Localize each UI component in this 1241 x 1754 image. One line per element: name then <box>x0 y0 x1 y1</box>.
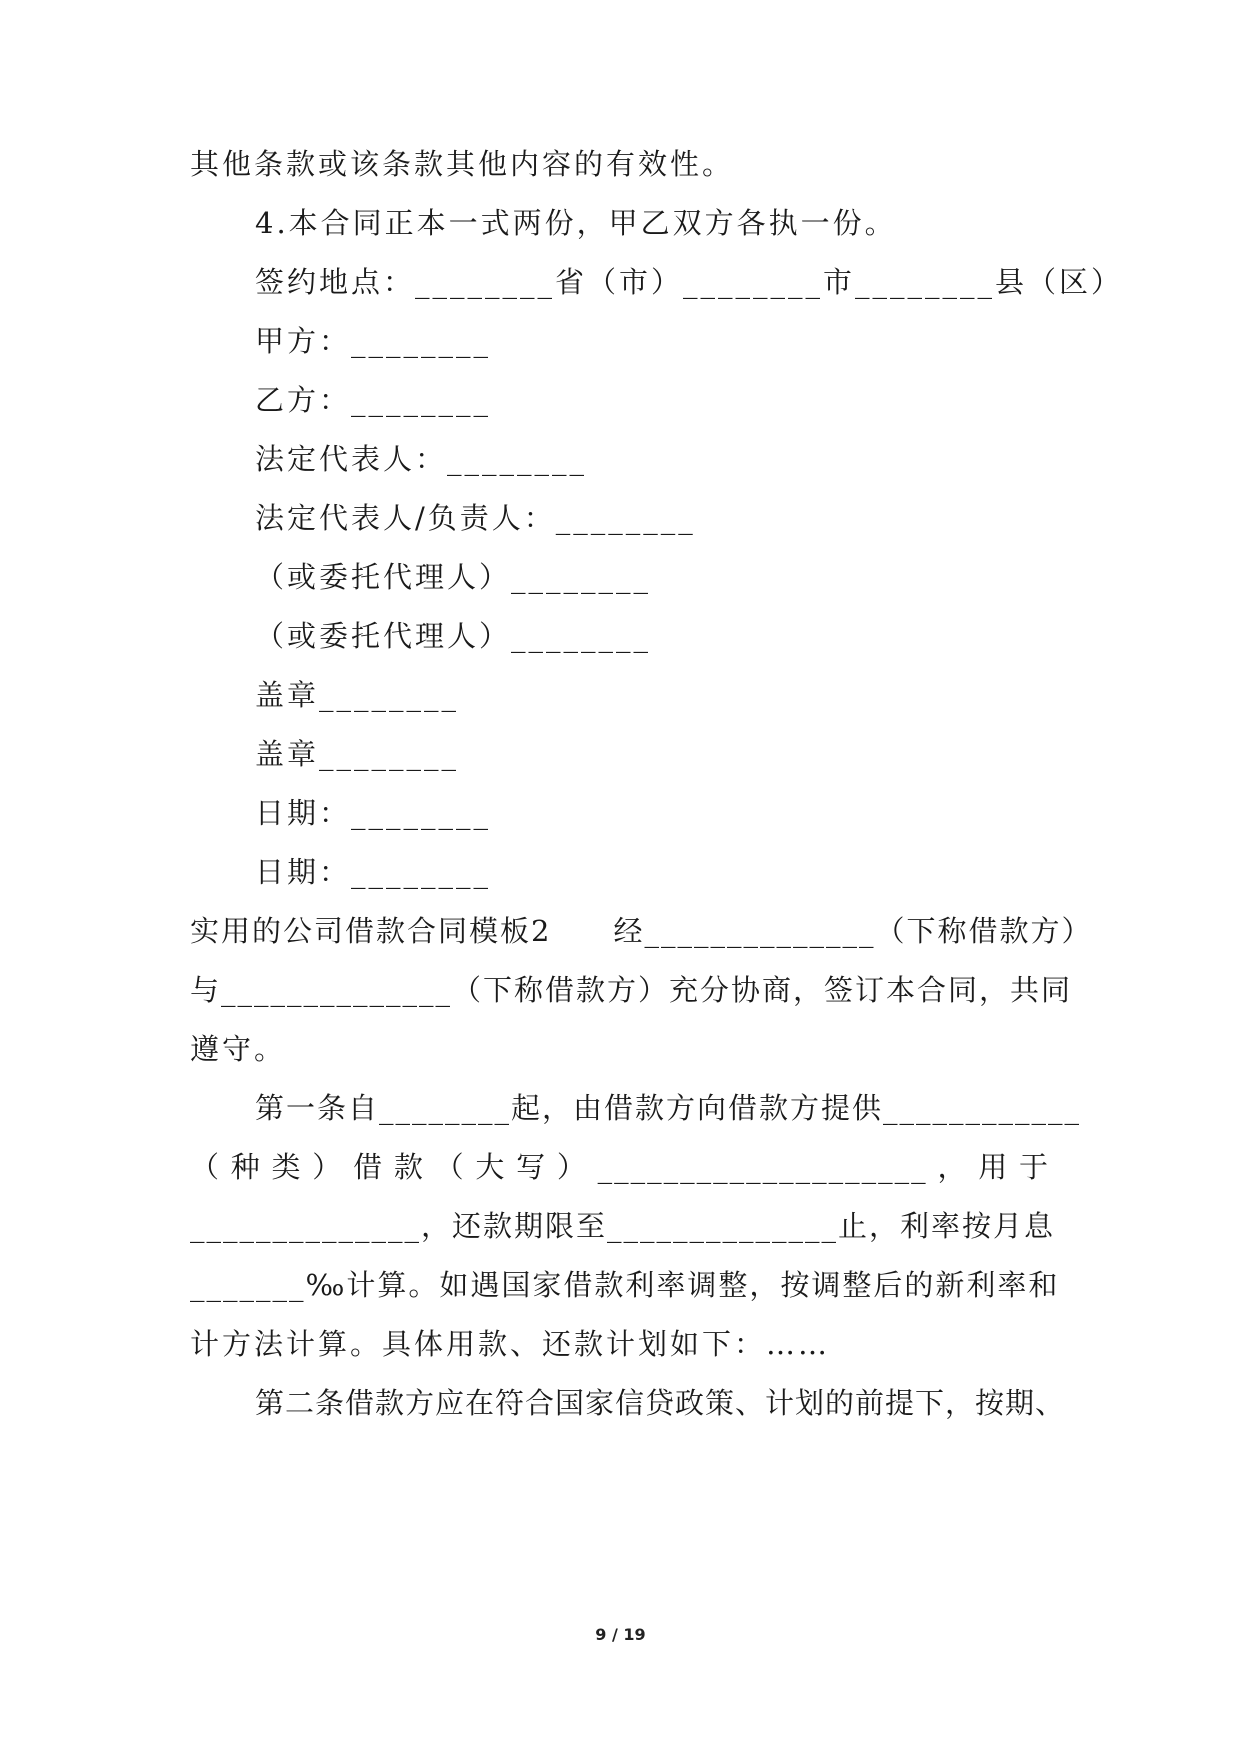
article-1-line: 第一条自________起，由借款方向借款方提供____________ <box>255 1091 1082 1125</box>
seal-line: 盖章________ <box>255 737 460 771</box>
paragraph-line: 与______________（下称借款方）充分协商，签订本合同，共同 <box>190 973 1073 1007</box>
legal-representative-responsible-line: 法定代表人/负责人：________ <box>255 501 696 535</box>
party-b-line: 乙方：________ <box>255 383 492 417</box>
clause-4-line: 4.本合同正本一式两份，甲乙双方各执一份。 <box>255 206 897 240</box>
signing-location-line: 签约地点：________省（市）________市________县（区） <box>255 265 1124 299</box>
template-2-heading-line: 实用的公司借款合同模板2 经______________（下称借款方） <box>190 914 1093 948</box>
authorized-agent-line: （或委托代理人）________ <box>255 619 652 653</box>
legal-representative-line: 法定代表人：________ <box>255 442 588 476</box>
date-line: 日期：________ <box>255 796 492 830</box>
paragraph-line: 遵守。 <box>190 1032 287 1066</box>
seal-line: 盖章________ <box>255 678 460 712</box>
paragraph-line: 其他条款或该条款其他内容的有效性。 <box>190 147 735 181</box>
article-1-line: _______‰计算。如遇国家借款利率调整，按调整后的新利率和 <box>190 1268 1060 1302</box>
article-2-line: 第二条借款方应在符合国家信贷政策、计划的前提下，按期、 <box>255 1386 1066 1420</box>
page-number: 9 / 19 <box>595 1625 646 1644</box>
party-a-line: 甲方：________ <box>255 324 492 358</box>
article-1-line: （种类）借款（大写）____________________，用于 <box>190 1150 1050 1184</box>
article-1-line: ______________，还款期限至______________止，利率按月息 <box>190 1209 1056 1243</box>
article-1-line: 计方法计算。具体用款、还款计划如下：…… <box>190 1327 831 1361</box>
date-line: 日期：________ <box>255 855 492 889</box>
authorized-agent-line: （或委托代理人）________ <box>255 560 652 594</box>
